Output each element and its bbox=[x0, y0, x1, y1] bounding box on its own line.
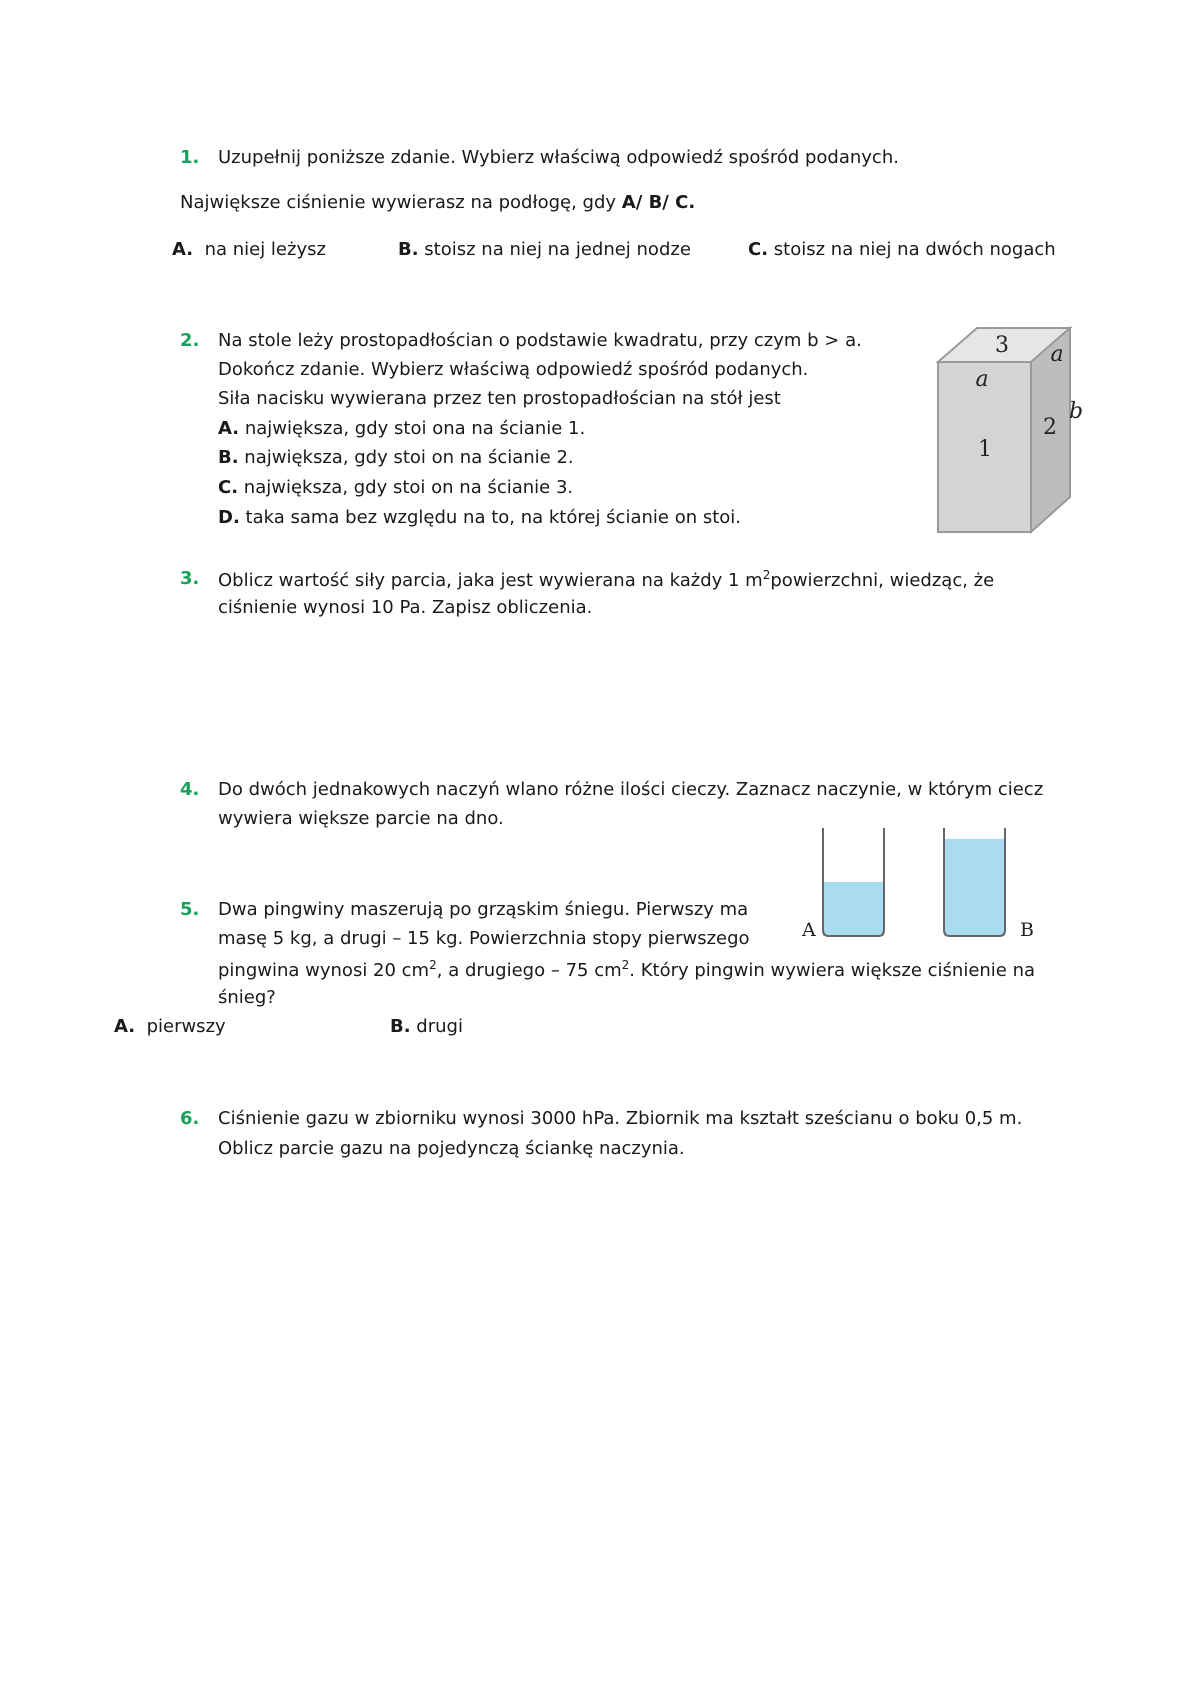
vessel-a-label: A bbox=[802, 919, 816, 941]
face-2-label: 2 bbox=[1043, 415, 1057, 440]
question-line: Do dwóch jednakowych naczyń wlano różne ilości cieczy. Zaznacz naczynie, w którym ciecz bbox=[218, 779, 1044, 800]
option-letter: C. bbox=[748, 239, 769, 260]
question-number: 4. bbox=[180, 779, 200, 800]
vessels-figure bbox=[790, 826, 1050, 946]
vessel-b-label: B bbox=[1020, 919, 1034, 941]
superscript: 2 bbox=[429, 958, 437, 972]
question-line: Dokończ zdanie. Wybierz właściwą odpowiedź spośród podanych. bbox=[218, 359, 809, 380]
option-b bbox=[390, 1016, 463, 1037]
text-segment: pingwina wynosi 20 cm bbox=[218, 960, 430, 981]
text-segment: powierzchni, wiedząc, że bbox=[770, 570, 995, 591]
option-text: największa, gdy stoi ona na ścianie 1. bbox=[244, 418, 586, 439]
superscript: 2 bbox=[762, 568, 771, 582]
face-3-label: 3 bbox=[995, 333, 1009, 358]
question-number: 5. bbox=[180, 899, 200, 920]
option-letter: A. bbox=[218, 418, 240, 439]
question-line: ciśnienie wynosi 10 Pa. Zapisz obliczenia. bbox=[218, 597, 593, 618]
question-line: Na stole leży prostopadłościan o podstawie kwadratu, przy czym b > a. bbox=[218, 330, 862, 351]
option-b bbox=[218, 447, 574, 468]
vessel-b-liquid bbox=[944, 839, 1005, 936]
question-line: Oblicz parcie gazu na pojedynczą ściankę naczynia. bbox=[218, 1138, 685, 1159]
question-line: masę 5 kg, a drugi – 15 kg. Powierzchnia stopy pierwszego bbox=[218, 928, 750, 949]
option-letter: B. bbox=[398, 239, 419, 260]
question-number: 6. bbox=[180, 1108, 200, 1129]
question-number: 3. bbox=[180, 568, 200, 589]
option-b bbox=[398, 239, 691, 260]
edge-a-side-label: a bbox=[1050, 342, 1064, 367]
option-a bbox=[114, 1016, 226, 1037]
option-c bbox=[218, 477, 573, 498]
question-text: Uzupełnij poniższe zdanie. Wybierz właściwą odpowiedź spośród podanych. bbox=[218, 147, 899, 168]
option-letter: A. bbox=[114, 1016, 136, 1037]
option-c bbox=[748, 239, 1056, 260]
option-text: największa, gdy stoi on na ścianie 3. bbox=[243, 477, 574, 498]
question-line: Ciśnienie gazu w zbiorniku wynosi 3000 hPa. Zbiornik ma kształt sześcianu o boku 0,5 m. bbox=[218, 1108, 1023, 1129]
option-text: drugi bbox=[416, 1016, 463, 1037]
question-line: wywiera większe parcie na dno. bbox=[218, 808, 504, 829]
option-text: stoisz na niej na dwóch nogach bbox=[773, 239, 1056, 260]
question-line bbox=[218, 568, 994, 591]
option-letter: B. bbox=[390, 1016, 411, 1037]
option-letter: B. bbox=[218, 447, 239, 468]
edge-b-label: b bbox=[1068, 399, 1084, 424]
option-text: na niej leżysz bbox=[204, 239, 326, 260]
option-text: największa, gdy stoi on na ścianie 2. bbox=[244, 447, 574, 468]
question-line: Dwa pingwiny maszerują po grząskim śniegu. Pierwszy ma bbox=[218, 899, 749, 920]
face-1-label: 1 bbox=[978, 437, 992, 462]
question-number: 2. bbox=[180, 330, 200, 351]
sentence-text: Największe ciśnienie wywierasz na podłogę, gdy bbox=[180, 192, 617, 213]
question-line: śnieg? bbox=[218, 987, 276, 1008]
option-letter: D. bbox=[218, 507, 240, 528]
sentence-choices: A/ B/ C. bbox=[621, 192, 696, 213]
vessel-a-liquid bbox=[823, 882, 884, 936]
question-number: 1. bbox=[180, 147, 200, 168]
cuboid-figure bbox=[930, 322, 1084, 542]
option-a bbox=[218, 418, 585, 439]
option-d bbox=[218, 507, 741, 528]
option-letter: C. bbox=[218, 477, 239, 498]
text-segment: Oblicz wartość siły parcia, jaka jest wywierana na każdy 1 m bbox=[218, 570, 763, 591]
edge-a-front-label: a bbox=[975, 367, 989, 392]
sentence bbox=[180, 192, 695, 213]
question-line bbox=[218, 958, 1035, 981]
option-text: pierwszy bbox=[146, 1016, 226, 1037]
question-line: Siła nacisku wywierana przez ten prostopadłościan na stół jest bbox=[218, 388, 781, 409]
option-text: stoisz na niej na jednej nodze bbox=[424, 239, 691, 260]
superscript: 2 bbox=[621, 958, 630, 972]
text-segment: . Który pingwin wywiera większe ciśnienie na bbox=[629, 960, 1036, 981]
option-text: taka sama bez względu na to, na której ścianie on stoi. bbox=[245, 507, 742, 528]
option-a bbox=[172, 239, 326, 260]
option-letter: A. bbox=[172, 239, 194, 260]
text-segment: , a drugiego – 75 cm bbox=[436, 960, 622, 981]
